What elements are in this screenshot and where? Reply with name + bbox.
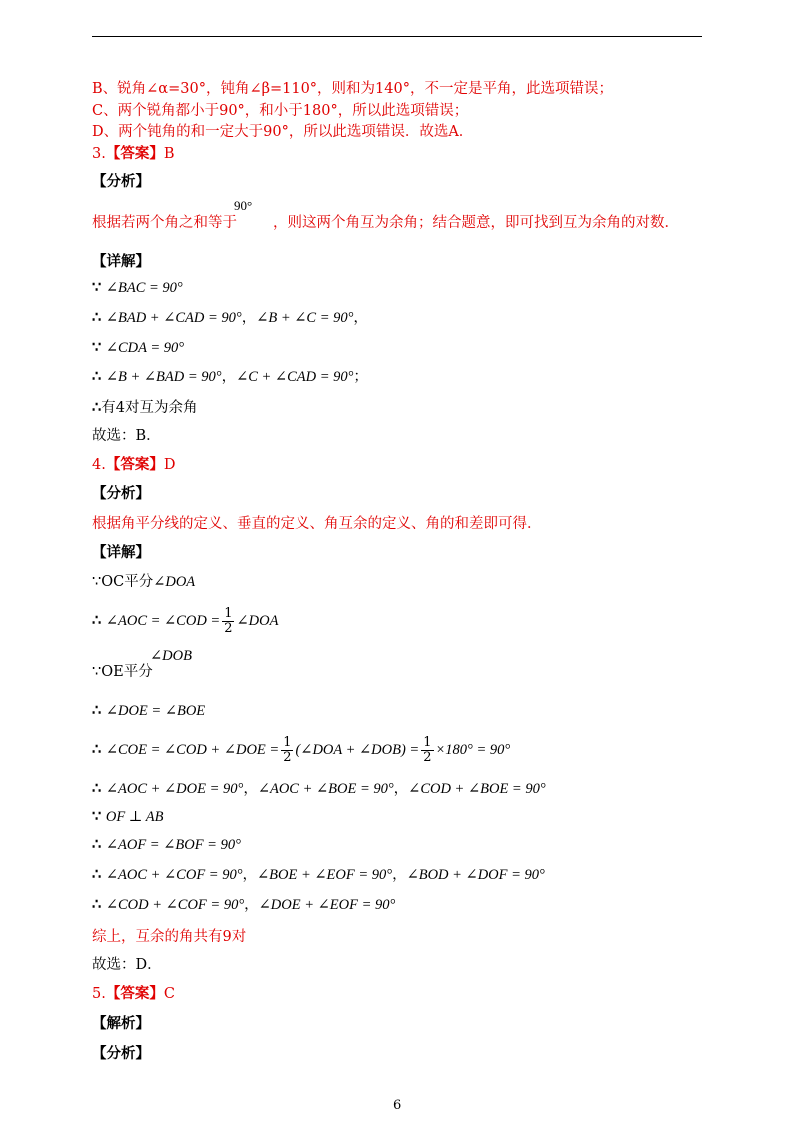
q4-s2a-math: ∠AOC = ∠COD = <box>105 613 221 629</box>
therefore-symbol: ∴ <box>92 780 102 797</box>
q3-step-5 <box>92 398 197 418</box>
q3-s5-text: 有4对互为余角 <box>101 400 198 416</box>
because-symbol: ∵ <box>92 664 102 680</box>
q4-s5b-math: (∠DOA + ∠DOB) = <box>295 742 420 758</box>
q4-s5c-math: ×180° = 90° <box>435 742 511 758</box>
fraction-numerator: 1 <box>283 734 292 750</box>
header-rule <box>92 36 702 37</box>
therefore-symbol: ∴ <box>92 896 102 913</box>
fraction-denominator: 2 <box>283 749 292 765</box>
because-symbol: ∵ <box>92 279 102 296</box>
q4-s10b-math: ∠DOE + ∠EOF = 90° <box>258 897 396 913</box>
q4-s5a-math: ∠COE = ∠COD + ∠DOE = <box>105 742 280 758</box>
q3-step-2 <box>92 308 368 328</box>
q3-number: 3. <box>92 146 106 162</box>
analysis-label: 【分析】 <box>92 1045 150 1062</box>
q3-choice: 故选：B． <box>92 428 161 444</box>
q3-analysis-part1: 根据若两个角之和等于 <box>92 215 237 231</box>
q3-s2b-math: ∠B + ∠C = 90° <box>256 310 354 326</box>
therefore-symbol: ∴ <box>92 741 102 758</box>
q3-sup-90: 90° <box>234 198 253 213</box>
q4-step-3 <box>92 662 153 682</box>
comma: ， <box>244 897 259 913</box>
q4-s9c-math: ∠BOD + ∠DOF = 90° <box>406 867 545 883</box>
q3-s3-math: ∠CDA = 90° <box>105 340 185 356</box>
q4-s10a-math: ∠COD + ∠COF = 90° <box>105 897 245 913</box>
therefore-symbol: ∴ <box>92 612 102 629</box>
answer-label: 【答案】 <box>105 985 164 1002</box>
q4-step-10 <box>92 895 395 915</box>
q4-step-1 <box>92 572 195 592</box>
q4-s6b-math: ∠AOC + ∠BOE = 90° <box>257 781 394 797</box>
q4-analysis: 根据角平分线的定义、垂直的定义、角互余的定义、角的和差即可得． <box>92 516 542 532</box>
q4-s6a-math: ∠AOC + ∠DOE = 90° <box>105 781 244 797</box>
q4-s4-math: ∠DOE = ∠BOE <box>105 703 206 719</box>
fraction-numerator: 1 <box>224 605 233 621</box>
comma: ， <box>221 369 237 385</box>
q4-step-2 <box>92 606 278 636</box>
q4-s1-text: OC平分 <box>101 574 154 590</box>
q3-step-3 <box>92 338 184 358</box>
page-number: 6 <box>393 1098 402 1113</box>
comma: ， <box>241 310 257 326</box>
q4-step-6 <box>92 779 546 799</box>
fraction-denominator: 2 <box>224 620 233 636</box>
therefore-symbol: ∴ <box>92 702 102 719</box>
fraction-numerator: 1 <box>423 734 432 750</box>
detail-label: 【详解】 <box>92 253 150 270</box>
because-symbol: ∵ <box>92 808 102 825</box>
q3-s4a-math: ∠B + ∠BAD = 90° <box>105 369 222 385</box>
q4-s3-text: OE平分 <box>101 664 153 680</box>
q4-step-7 <box>92 807 164 827</box>
half-fraction <box>421 736 433 765</box>
q4-s8-math: ∠AOF = ∠BOF = 90° <box>105 837 241 853</box>
q4-s7-math: OF ⊥ AB <box>105 809 164 825</box>
q4-number: 4. <box>92 457 106 473</box>
half-fraction <box>281 736 293 765</box>
comma: ， <box>243 781 258 797</box>
therefore-symbol: ∴ <box>92 866 102 883</box>
therefore-symbol: ∴ <box>92 399 102 416</box>
q3-s1-math: ∠BAC = 90° <box>105 280 183 296</box>
q5-answer-line <box>92 984 175 1004</box>
q4-s2b-math: ∠DOA <box>236 613 279 629</box>
q4-answer: D <box>163 457 176 473</box>
answer-label: 【答案】 <box>105 456 164 473</box>
comma: ， <box>353 310 368 326</box>
because-symbol: ∵ <box>92 339 102 356</box>
half-fraction <box>222 607 234 636</box>
q4-s1-math: ∠DOA <box>153 574 196 590</box>
q4-s6c-math: ∠COD + ∠BOE = 90° <box>408 781 546 797</box>
q3-answer: B <box>163 146 175 162</box>
therefore-symbol: ∴ <box>92 309 102 326</box>
q3-s2a-math: ∠BAD + ∠CAD = 90° <box>105 310 242 326</box>
q5-number: 5. <box>92 986 106 1002</box>
q3-step-4 <box>92 367 368 387</box>
semicolon: ； <box>353 369 368 385</box>
comma: ， <box>242 867 258 883</box>
q3-analysis <box>92 213 679 233</box>
comma: ， <box>393 781 409 797</box>
analysis-label: 【分析】 <box>92 173 150 190</box>
q4-s9a-math: ∠AOC + ∠COF = 90° <box>105 867 243 883</box>
therefore-symbol: ∴ <box>92 368 102 385</box>
q4-summary: 综上，互余的角共有9对 <box>92 929 247 945</box>
because-symbol: ∵ <box>92 574 102 590</box>
q4-step-5 <box>92 735 510 765</box>
option-c-text: C、两个锐角都小于90°，和小于180°，所以此选项错误； <box>92 103 469 119</box>
q4-step-8 <box>92 835 241 855</box>
option-b-text: B、锐角∠α=30°，钝角∠β=110°，则和为140°，不一定是平角，此选项错误； <box>92 81 613 97</box>
fraction-denominator: 2 <box>423 749 432 765</box>
q3-s4b-math: ∠C + ∠CAD = 90° <box>236 369 354 385</box>
q3-answer-line <box>92 144 175 164</box>
q4-s9b-math: ∠BOE + ∠EOF = 90° <box>257 867 393 883</box>
therefore-symbol: ∴ <box>92 836 102 853</box>
q3-step-1 <box>92 278 183 298</box>
q4-step-4 <box>92 701 205 721</box>
q3-analysis-part2: ，则这两个角互为余角；结合题意，即可找到互为余角的对数． <box>273 215 679 231</box>
comma: ， <box>392 867 407 883</box>
analysis-label: 【分析】 <box>92 485 150 502</box>
answer-label: 【答案】 <box>105 145 164 162</box>
q4-answer-line <box>92 455 175 475</box>
detail-label: 【详解】 <box>92 544 150 561</box>
option-d-text: D、两个钝角的和一定大于90°，所以此选项错误．故选A． <box>92 124 474 140</box>
q5-answer: C <box>163 986 175 1002</box>
explain-label: 【解析】 <box>92 1015 150 1032</box>
q4-s3-math: ∠DOB <box>150 648 192 664</box>
q4-choice: 故选：D． <box>92 957 162 973</box>
q4-step-9 <box>92 865 545 885</box>
